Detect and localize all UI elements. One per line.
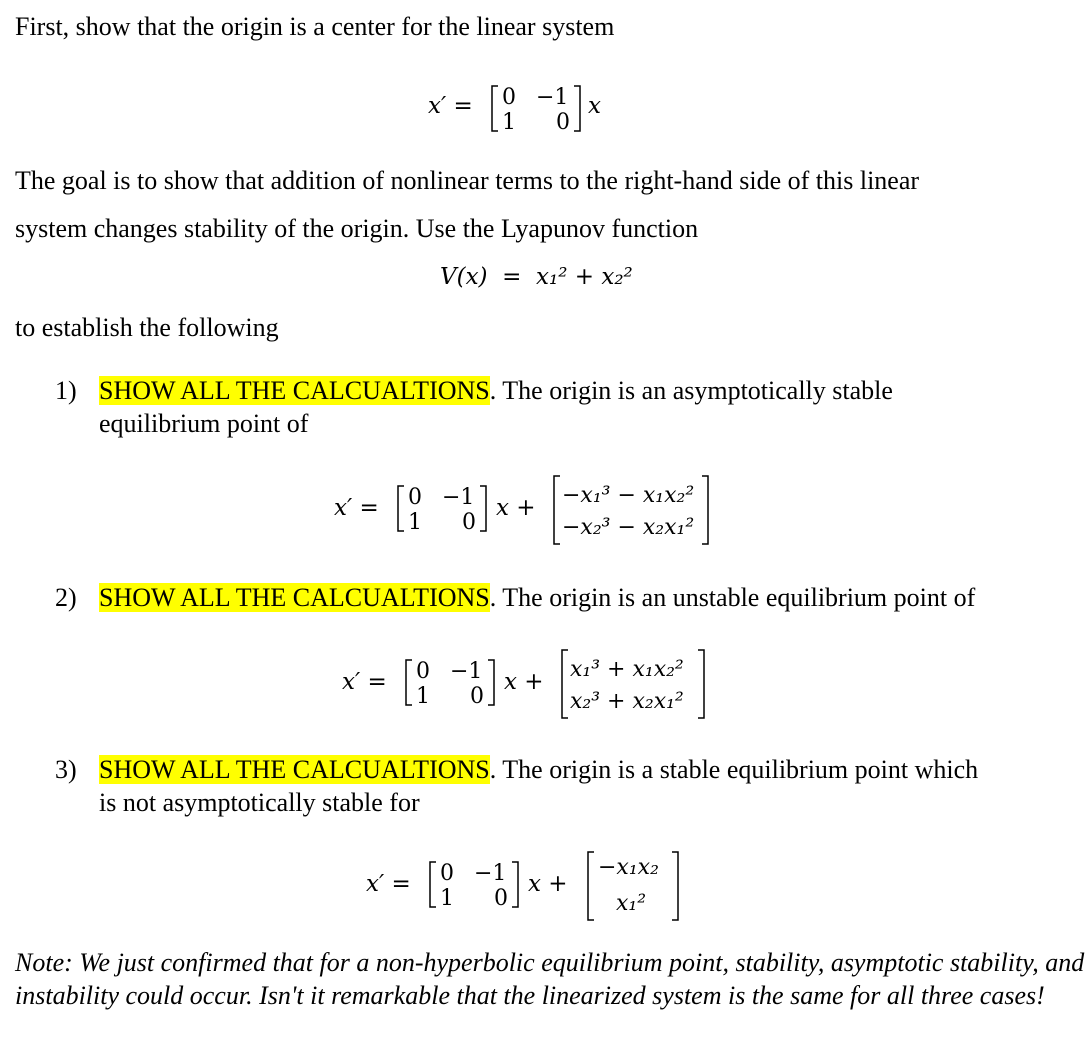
linear-system-svg [428,76,628,136]
eq1-plus: x + [496,495,536,521]
eq3-cell-d: 0 [494,886,508,911]
eq3-vec-top: −x₁x₂ [598,855,659,880]
item-2-number: 2) [55,583,77,612]
matrix-cell-a: 0 [502,85,516,110]
eq1-cell-d: 0 [462,510,476,535]
item-2-highlight: SHOW ALL THE CALCUALTIONS [99,583,490,612]
eq1-vec-bottom: −x₂³ − x₂x₁² [562,515,695,540]
linear-lhs: x′ = [428,93,473,119]
establish-text: to establish the following [15,313,279,342]
matrix-cell-c: 1 [502,110,516,135]
eq2-cell-a: 0 [416,659,430,684]
eq1-bracket-right [480,486,486,531]
eq3-vec-bottom: x₁² [616,891,647,916]
eq2-vec-top: x₁³ + x₁x₂² [570,657,684,682]
eq3-cell-c: 1 [440,886,454,911]
matrix-bracket-left [492,86,498,131]
eq3-cell-b: −1 [474,861,507,886]
item-3-number: 3) [55,755,77,784]
equation-3 [366,846,706,931]
lyapunov-text: V(x) = x₁² + x₂² [440,264,633,290]
eq3-cell-a: 0 [440,861,454,886]
item-2-text: . The origin is an unstable equilibrium point of [489,583,976,612]
eq2-vec-bracket-right [698,650,704,718]
eq2-lhs: x′ = [342,669,387,695]
goal-line-1: The goal is to show that addition of nonlinear terms to the right-hand side of this linear [15,166,920,195]
eq2-plus: x + [504,669,544,695]
eq2-bracket-right [488,660,494,705]
equation-2 [342,644,742,729]
matrix-bracket-right [574,86,580,131]
eq3-bracket-right [512,862,518,907]
equation-3-svg [366,846,706,926]
eq1-cell-c: 1 [408,510,422,535]
eq1-vec-bracket-left [554,476,560,544]
item-1-number: 1) [55,376,77,405]
item-3 [55,755,979,817]
item-1-highlight: SHOW ALL THE CALCUALTIONS [99,376,490,405]
linear-rhs: x [588,93,601,119]
item-2 [55,585,975,611]
matrix-cell-d: 0 [556,110,570,135]
equation-1-svg [334,470,734,550]
matrix-cell-b: −1 [536,85,569,110]
item-3-continuation: is not asymptotically stable for [99,788,420,817]
item-1-continuation: equilibrium point of [99,409,309,438]
eq2-cell-d: 0 [470,684,484,709]
eq2-cell-b: −1 [450,659,483,684]
item-3-text: . The origin is a stable equilibrium point which [489,755,979,784]
eq1-vec-top: −x₁³ − x₁x₂² [562,483,695,508]
linear-system-equation [428,76,628,141]
eq1-cell-b: −1 [442,485,475,510]
eq1-cell-a: 0 [408,485,422,510]
eq1-lhs: x′ = [334,495,379,521]
eq3-lhs: x′ = [366,871,411,897]
eq3-plus: x + [528,871,568,897]
closing-note: Note: We just confirmed that for a non-hyperbolic equilibrium point, stability, asymptotic stability, and instability could occur. Isn't it remarkable that the linearized system is the same for all three cases! [15,948,1085,1010]
goal-line-2: system changes stability of the origin. Use the Lyapunov function [15,214,699,243]
item-3-highlight: SHOW ALL THE CALCUALTIONS [99,755,490,784]
intro-sentence: First, show that the origin is a center for the linear system [15,12,615,41]
equation-1 [334,470,734,555]
equation-2-svg [342,644,742,724]
eq3-bracket-left [430,862,436,907]
eq3-vec-bracket-right [672,852,678,920]
item-1 [55,376,893,438]
lyapunov-function [440,266,633,289]
eq2-vec-bottom: x₂³ + x₂x₁² [570,689,684,714]
item-1-text: . The origin is an asymptotically stable [489,376,893,405]
eq1-bracket-left [398,486,404,531]
eq3-vec-bracket-left [588,852,594,920]
eq2-bracket-left [406,660,412,705]
eq2-cell-c: 1 [416,684,430,709]
eq1-vec-bracket-right [702,476,708,544]
eq2-vec-bracket-left [562,650,568,718]
